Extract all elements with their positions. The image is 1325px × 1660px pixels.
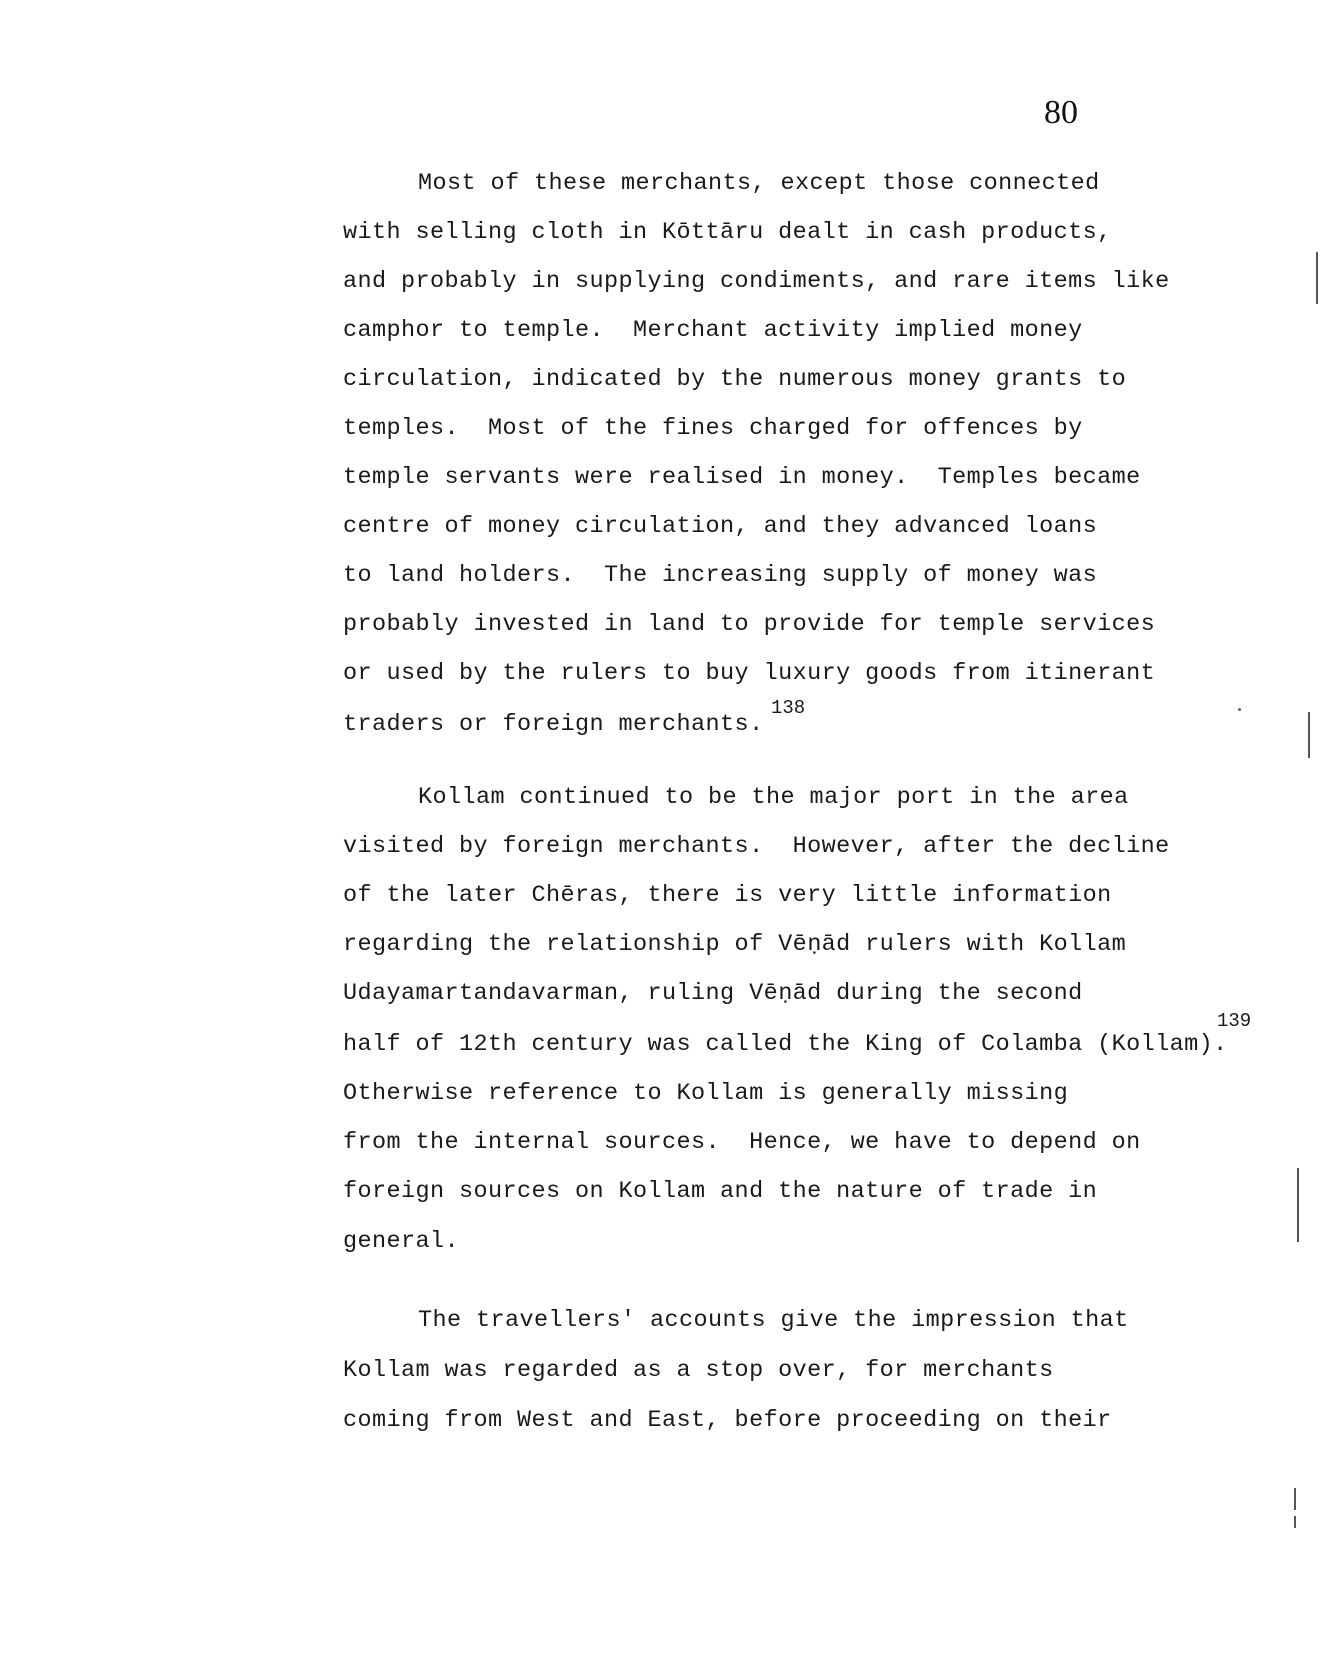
scan-margin-mark bbox=[1294, 1488, 1296, 1510]
scan-margin-mark bbox=[1297, 1168, 1299, 1242]
paragraph-line: Most of these merchants, except those connected bbox=[418, 170, 1100, 197]
paragraph-line: coming from West and East, before proceeding on their bbox=[343, 1407, 1112, 1434]
paragraph-line: foreign sources on Kollam and the nature of trade in bbox=[343, 1178, 1098, 1205]
scan-margin-mark bbox=[1294, 1516, 1296, 1528]
footnote-marker: 139 bbox=[1217, 1010, 1252, 1032]
paragraph-line: regarding the relationship of Vēṇād rulers with Kollam bbox=[343, 931, 1127, 958]
paragraph-line: visited by foreign merchants. However, after the decline bbox=[343, 833, 1170, 860]
page-number: 80 bbox=[1044, 94, 1078, 131]
paragraph-line: probably invested in land to provide for temple services bbox=[343, 611, 1156, 638]
paragraph-line: of the later Chēras, there is very little information bbox=[343, 882, 1112, 909]
paragraph-line: general. bbox=[343, 1228, 460, 1255]
scan-speck bbox=[1238, 708, 1241, 711]
scan-margin-mark bbox=[1308, 712, 1310, 758]
paragraph-line: Kollam was regarded as a stop over, for merchants bbox=[343, 1357, 1054, 1384]
paragraph-line: or used by the rulers to buy luxury goods from itinerant bbox=[343, 660, 1156, 687]
paragraph-line: from the internal sources. Hence, we have to depend on bbox=[343, 1129, 1141, 1156]
paragraph-line: Kollam continued to be the major port in the area bbox=[418, 784, 1129, 811]
paragraph-line: Otherwise reference to Kollam is generally missing bbox=[343, 1080, 1069, 1107]
paragraph-line: camphor to temple. Merchant activity implied money bbox=[343, 317, 1083, 344]
paragraph-line: with selling cloth in Kōttāru dealt in cash products, bbox=[343, 219, 1112, 246]
paragraph-line: to land holders. The increasing supply of money was bbox=[343, 562, 1098, 589]
paragraph-line: and probably in supplying condiments, and rare items like bbox=[343, 268, 1170, 295]
scan-margin-mark bbox=[1316, 252, 1318, 304]
paragraph-line: The travellers' accounts give the impression that bbox=[418, 1307, 1129, 1334]
paragraph-line: temples. Most of the fines charged for offences by bbox=[343, 415, 1083, 442]
paragraph-line: traders or foreign merchants. bbox=[343, 711, 764, 738]
paragraph-line: centre of money circulation, and they advanced loans bbox=[343, 513, 1098, 540]
paragraph-line: Udayamartandavarman, ruling Vēṇād during the second bbox=[343, 980, 1083, 1007]
paragraph-line: half of 12th century was called the King of Colamba (Kollam). bbox=[343, 1031, 1228, 1058]
paragraph-line: temple servants were realised in money. Temples became bbox=[343, 464, 1141, 491]
paragraph-line: circulation, indicated by the numerous money grants to bbox=[343, 366, 1127, 393]
footnote-marker: 138 bbox=[771, 697, 806, 719]
